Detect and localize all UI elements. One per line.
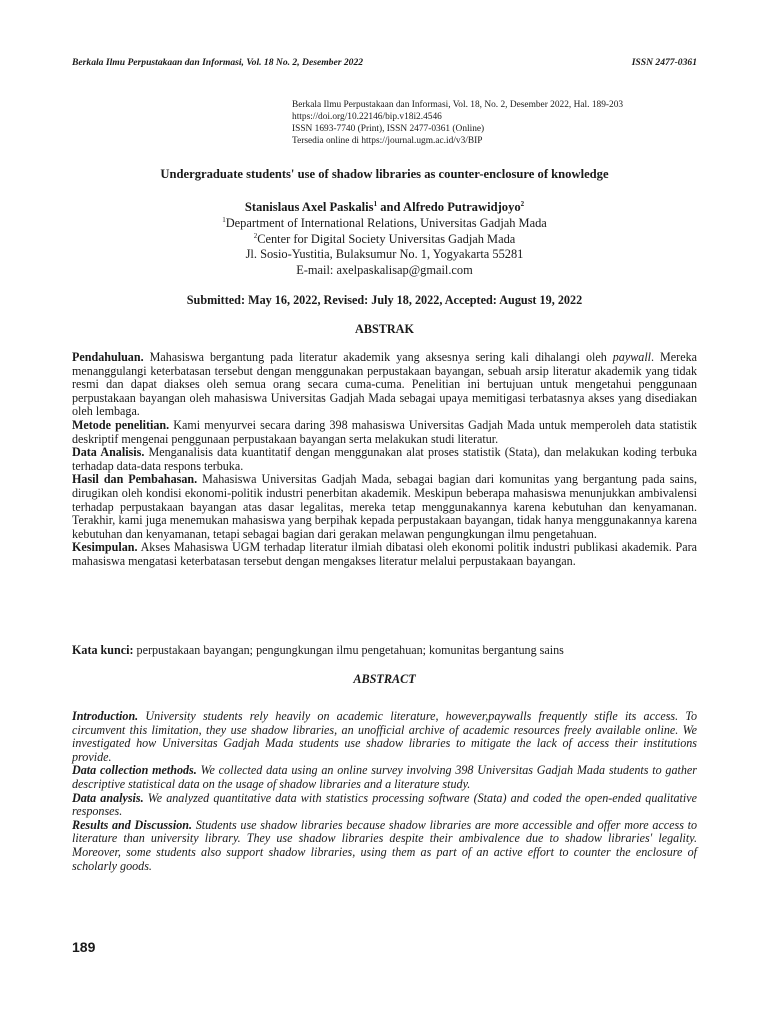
section-label: Metode penelitian.: [72, 417, 170, 432]
author-conjunction: and: [377, 200, 404, 214]
abstract-paragraph: [72, 764, 697, 791]
article-meta: [292, 99, 712, 147]
affiliation-mark: 1: [222, 216, 226, 224]
running-header: [72, 57, 697, 68]
author-name: Stanislaus Axel Paskalis: [244, 200, 374, 214]
keywords: [72, 643, 697, 658]
section-text: Students use shadow libraries because shadow libraries are more accessible and offer more access to literature than university library. They use shadow libraries despite their ambivalence due to shadow libraries' legality. Moreover, some students also support shadow libraries, using them as part of an active effort to counter the enclosure of scholarly goods.: [72, 817, 698, 873]
author-affiliation-mark: 1: [373, 200, 378, 208]
doi-link[interactable]: https://doi.org/10.22146/bip.v18i2.4546: [292, 112, 442, 122]
affiliation-text: Department of International Relations, Universitas Gadjah Mada: [225, 216, 547, 230]
section-label: Hasil dan Pembahasan.: [72, 472, 198, 487]
section-text: We collected data using an online survey involving 398 Universitas Gadjah Mada students to gather descriptive statistical data on the usage of shadow libraries and a literature study.: [72, 763, 697, 791]
affiliation-text: Center for Digital Society Universitas Gadjah Mada: [257, 231, 516, 246]
keywords-label: Kata kunci:: [72, 643, 134, 657]
abstract-body: [72, 710, 697, 873]
section-text-italic: paywall: [612, 350, 652, 364]
section-label: Data collection methods.: [72, 763, 197, 778]
abstrak-paragraph: [72, 351, 697, 419]
section-text: Menganalisis data kuantitatif dengan menggunakan alat proses statistik (Stata), dan melakukan koding terbuka terhadap data-data respons terbuka.: [72, 445, 697, 473]
affiliation-mark: 2: [253, 231, 258, 240]
article-title: Undergraduate students' use of shadow libraries as counter-enclosure of knowledge: [160, 167, 609, 181]
section-label: Introduction.: [72, 709, 139, 723]
journal-title: Berkala Ilmu Perpustakaan dan Informasi, Vol. 18 No. 2, Desember 2022: [72, 57, 364, 68]
section-text: University students rely heavily on academic literature, however,paywalls frequently stifle its access. To circumvent this limitation, they use shadow libraries, an unofficial archive of academic resources freely available online. We investigated how Universitas Gadjah Mada students use shadow libraries to mitigate the lack of access their institutions provide.: [72, 709, 697, 764]
section-label: Pendahuluan.: [72, 350, 144, 364]
abstrak-paragraph: [72, 446, 697, 473]
header-issn: ISSN 2477-0361: [631, 57, 697, 68]
abstract-paragraph: [72, 792, 697, 819]
section-text: Kami menyurvei secara daring 398 mahasiswa Universitas Gadjah Mada untuk memperoleh data statistik deskriptif mengenai penggunaan perpustakaan bayangan serta melakukan studi literatur.: [72, 417, 697, 446]
abstrak-paragraph: [72, 541, 697, 568]
submission-dates: Submitted: May 16, 2022, Revised: July 18, 2022, Accepted: August 19, 2022: [186, 293, 583, 307]
issn-line: ISSN 1693-7740 (Print), ISSN 2477-0361 (Online): [292, 124, 485, 134]
section-label: Data Analisis.: [72, 445, 145, 460]
section-text: Akses Mahasiswa UGM terhadap literatur ilmiah dibatasi oleh ekonomi politik industri publikasi akademik. Para mahasiswa mengatasi keterbatasan tersebut dengan mengakses literatur melalui perpustakaan bayangan.: [72, 540, 697, 568]
abstract-heading: ABSTRACT: [353, 672, 416, 686]
keywords-text: perpustakaan bayangan; pengungkungan ilmu pengetahuan; komunitas bergantung sains: [133, 643, 564, 657]
online-line: Tersedia online di https://journal.ugm.ac.id/v3/BIP: [292, 136, 483, 146]
author-list: [72, 200, 697, 215]
affiliation-line: [72, 232, 697, 248]
section-text: Mahasiswa bergantung pada literatur akademik yang aksesnya sering kali dihalangi oleh: [143, 350, 613, 364]
section-label: Kesimpulan.: [72, 540, 138, 555]
section-text: . Mereka menanggulangi keterbatasan tersebut dengan menggunakan perpustakaan bayangan, sebuah arsip literatur akademik yang tidak resmi dan dapat diakses oleh semua orang secara cuma-cuma. Penelitian ini bertujuan untuk mengetahui penggunaan perpustakaan bayangan oleh mahasiswa Universitas Gadjah Mada sebagai upaya memitigasi terbatasnya akses yang disediakan oleh lembaga.: [72, 350, 697, 419]
abstrak-paragraph: [72, 419, 697, 446]
abstract-paragraph: [72, 710, 697, 764]
abstrak-heading: ABSTRAK: [355, 322, 414, 336]
author-name: Alfredo Putrawidjoyo: [403, 200, 521, 214]
abstrak-paragraph: [72, 473, 697, 541]
section-text: We analyzed quantitative data with statistics processing software (Stata) and coded the open-ended qualitative responses.: [72, 790, 697, 819]
abstrak-body: [72, 351, 697, 569]
affiliation-line: [72, 216, 697, 232]
page-number: 189: [72, 939, 96, 955]
abstract-paragraph: [72, 819, 697, 873]
citation-line: Berkala Ilmu Perpustakaan dan Informasi, Vol. 18, No. 2, Desember 2022, Hal. 189-203: [292, 100, 624, 110]
section-label: Data analysis.: [72, 790, 144, 805]
author-affiliation-mark: 2: [520, 200, 525, 208]
address-line: Jl. Sosio-Yustitia, Bulaksumur No. 1, Yogyakarta 55281: [245, 247, 524, 261]
section-label: Results and Discussion.: [72, 817, 192, 832]
affiliations: [72, 216, 697, 278]
section-text: Mahasiswa Universitas Gadjah Mada, sebagai bagian dari komunitas yang bergantung pada sains, dirugikan oleh kondisi ekonomi-politik industri penerbitan akademik. Meskipun beberapa mahasiswa menunjukkan ambivalensi terhadap perpustakaan bayangan atas dasar legalitas, mereka tetap menggunakannya karena kebutuhan dan kenyamanan. Terakhir, kami juga menemukan mahasiswa yang berpihak kepada perpustakaan bayangan, tidak hanya menggunakannya karena kebutuhan dan kenyamanan, tetapi sebagai bagian dari gerakan melawan pengungkungan ilmu pengetahuan.: [72, 472, 697, 541]
email-line[interactable]: E-mail: axelpaskalisap@gmail.com: [296, 262, 473, 277]
